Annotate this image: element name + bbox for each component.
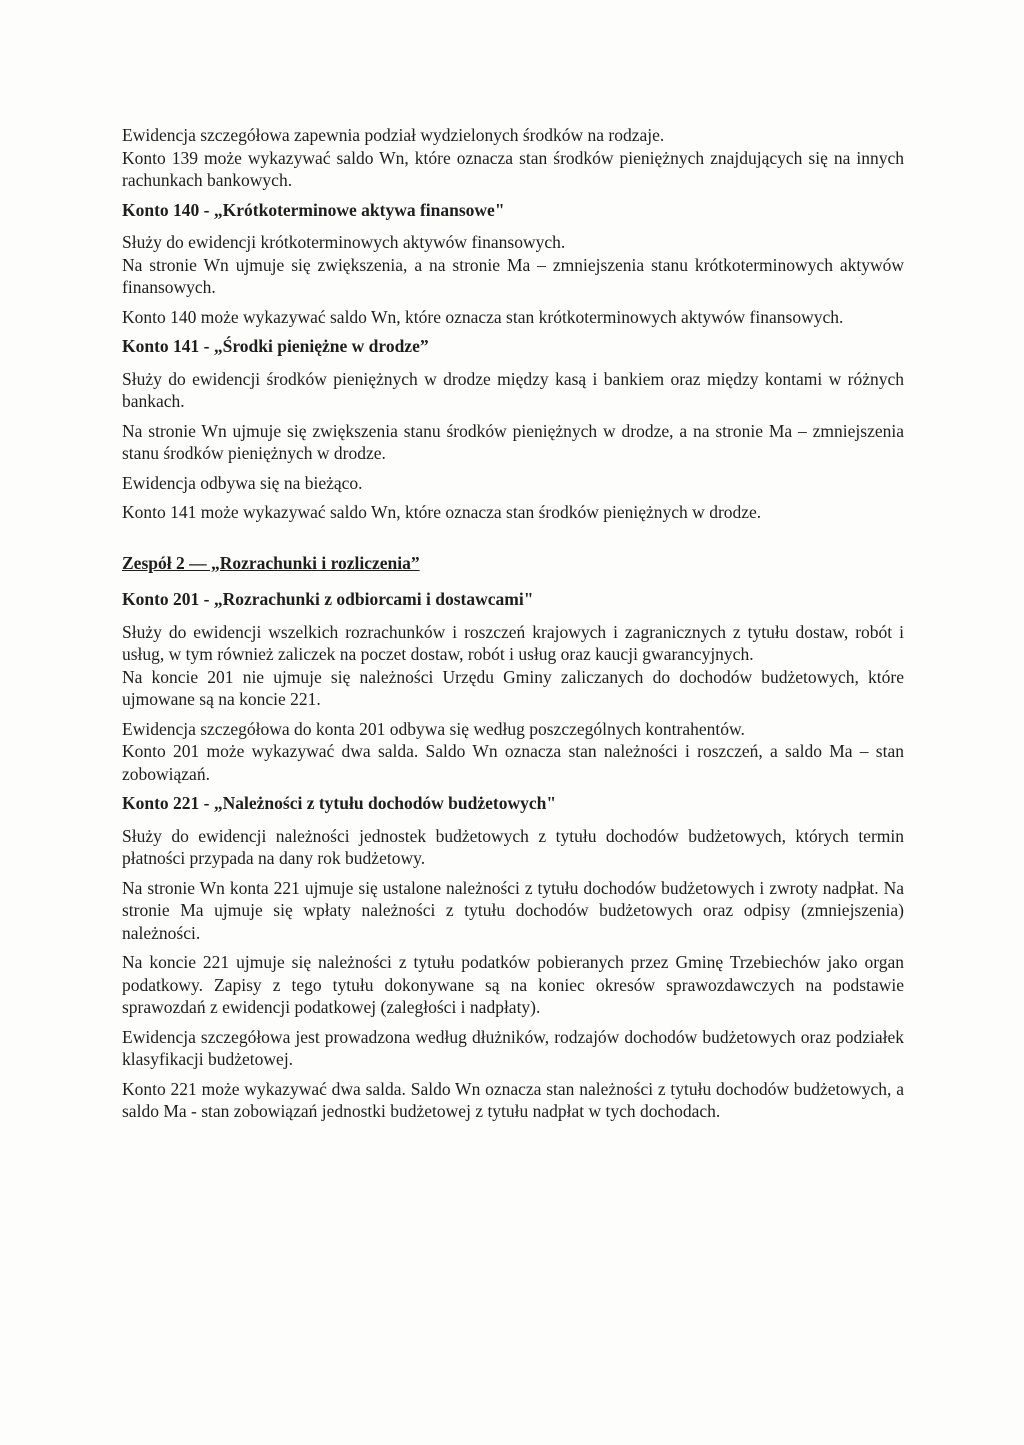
- paragraph: Ewidencja szczegółowa jest prowadzona według dłużników, rodzajów dochodów budżetowych oraz podziałek klasyfikacji budżetowej.: [122, 1026, 904, 1069]
- paragraph: Służy do ewidencji wszelkich rozrachunków i roszczeń krajowych i zagranicznych z tytułu dostaw, robót i usług, w tym również zaliczek na poczet dostaw, robót i usług oraz kaucji gwarancyjnych.: [122, 621, 904, 664]
- konto-221-section: [122, 792, 904, 1123]
- paragraph: Ewidencja odbywa się na bieżąco.: [122, 472, 363, 493]
- section-heading: Konto 201 - „Rozrachunki z odbiorcami i dostawcami": [122, 589, 534, 609]
- section-heading: Konto 140 - „Krótkoterminowe aktywa finansowe": [122, 199, 505, 220]
- paragraph: Konto 140 może wykazywać saldo Wn, które oznacza stan krótkoterminowych aktywów finansowych.: [122, 306, 844, 327]
- group-heading: Zespół 2 — „Rozrachunki i rozliczenia”: [122, 552, 420, 573]
- section-heading: Konto 141 - „Środki pieniężne w drodze”: [122, 336, 429, 356]
- paragraph: Na koncie 201 nie ujmuje się należności Urzędu Gminy zaliczanych do dochodów budżetowych, które ujmowane są na koncie 221.: [122, 666, 904, 709]
- paragraph: Ewidencja szczegółowa do konta 201 odbywa się według poszczególnych kontrahentów.: [122, 718, 745, 739]
- paragraph: Na koncie 221 ujmuje się należności z tytułu podatków pobieranych przez Gminę Trzebiechów jako organ podatkowy. Zapisy z tego tytułu dokonywane są na koniec okresów sprawozdawczych na podstawie sprawozdań z ewidencji podatkowej (zaległości i nadpłaty).: [122, 952, 904, 1017]
- paragraph: Na stronie Wn ujmuje się zwiększenia, a na stronie Ma – zmniejszenia stanu krótkoterminowych aktywów finansowych.: [122, 254, 904, 297]
- paragraph: Konto 139 może wykazywać saldo Wn, które oznacza stan środków pieniężnych znajdujących się na innych rachunkach bankowych.: [122, 147, 904, 190]
- konto-140-section: [122, 199, 904, 329]
- paragraph: Ewidencja szczegółowa zapewnia podział wydzielonych środków na rodzaje.: [122, 125, 665, 145]
- paragraph: Na stronie Wn ujmuje się zwiększenia stanu środków pieniężnych w drodze, a na stronie Ma – zmniejszenia stanu środków pieniężnych w drodze.: [122, 420, 904, 463]
- paragraph: Konto 201 może wykazywać dwa salda. Saldo Wn oznacza stan należności i roszczeń, a saldo Ma – stan zobowiązań.: [122, 741, 904, 784]
- konto-141-section: [122, 335, 904, 524]
- paragraph: Służy do ewidencji środków pieniężnych w drodze między kasą i bankiem oraz między kontami w różnych bankach.: [122, 368, 904, 411]
- paragraph: Konto 221 może wykazywać dwa salda. Saldo Wn oznacza stan należności z tytułu dochodów budżetowych, a saldo Ma - stan zobowiązań jednostki budżetowej z tytułu nadpłat w tych dochodach.: [122, 1078, 904, 1121]
- paragraph: Na stronie Wn konta 221 ujmuje się ustalone należności z tytułu dochodów budżetowych i zwroty nadpłat. Na stronie Ma ujmuje się wpłaty należności z tytułu dochodów budżetowych oraz odpisy (zmniejszenia) należności.: [122, 877, 904, 943]
- section-heading: Konto 221 - „Należności z tytułu dochodów budżetowych": [122, 793, 557, 813]
- paragraph: Konto 141 może wykazywać saldo Wn, które oznacza stan środków pieniężnych w drodze.: [122, 502, 762, 522]
- konto-201-section: [122, 588, 904, 785]
- paragraph: Służy do ewidencji krótkoterminowych aktywów finansowych.: [122, 232, 566, 252]
- intro-section: [122, 124, 904, 192]
- paragraph: Służy do ewidencji należności jednostek budżetowych z tytułu dochodów budżetowych, których termin płatności przypada na dany rok budżetowy.: [122, 825, 904, 868]
